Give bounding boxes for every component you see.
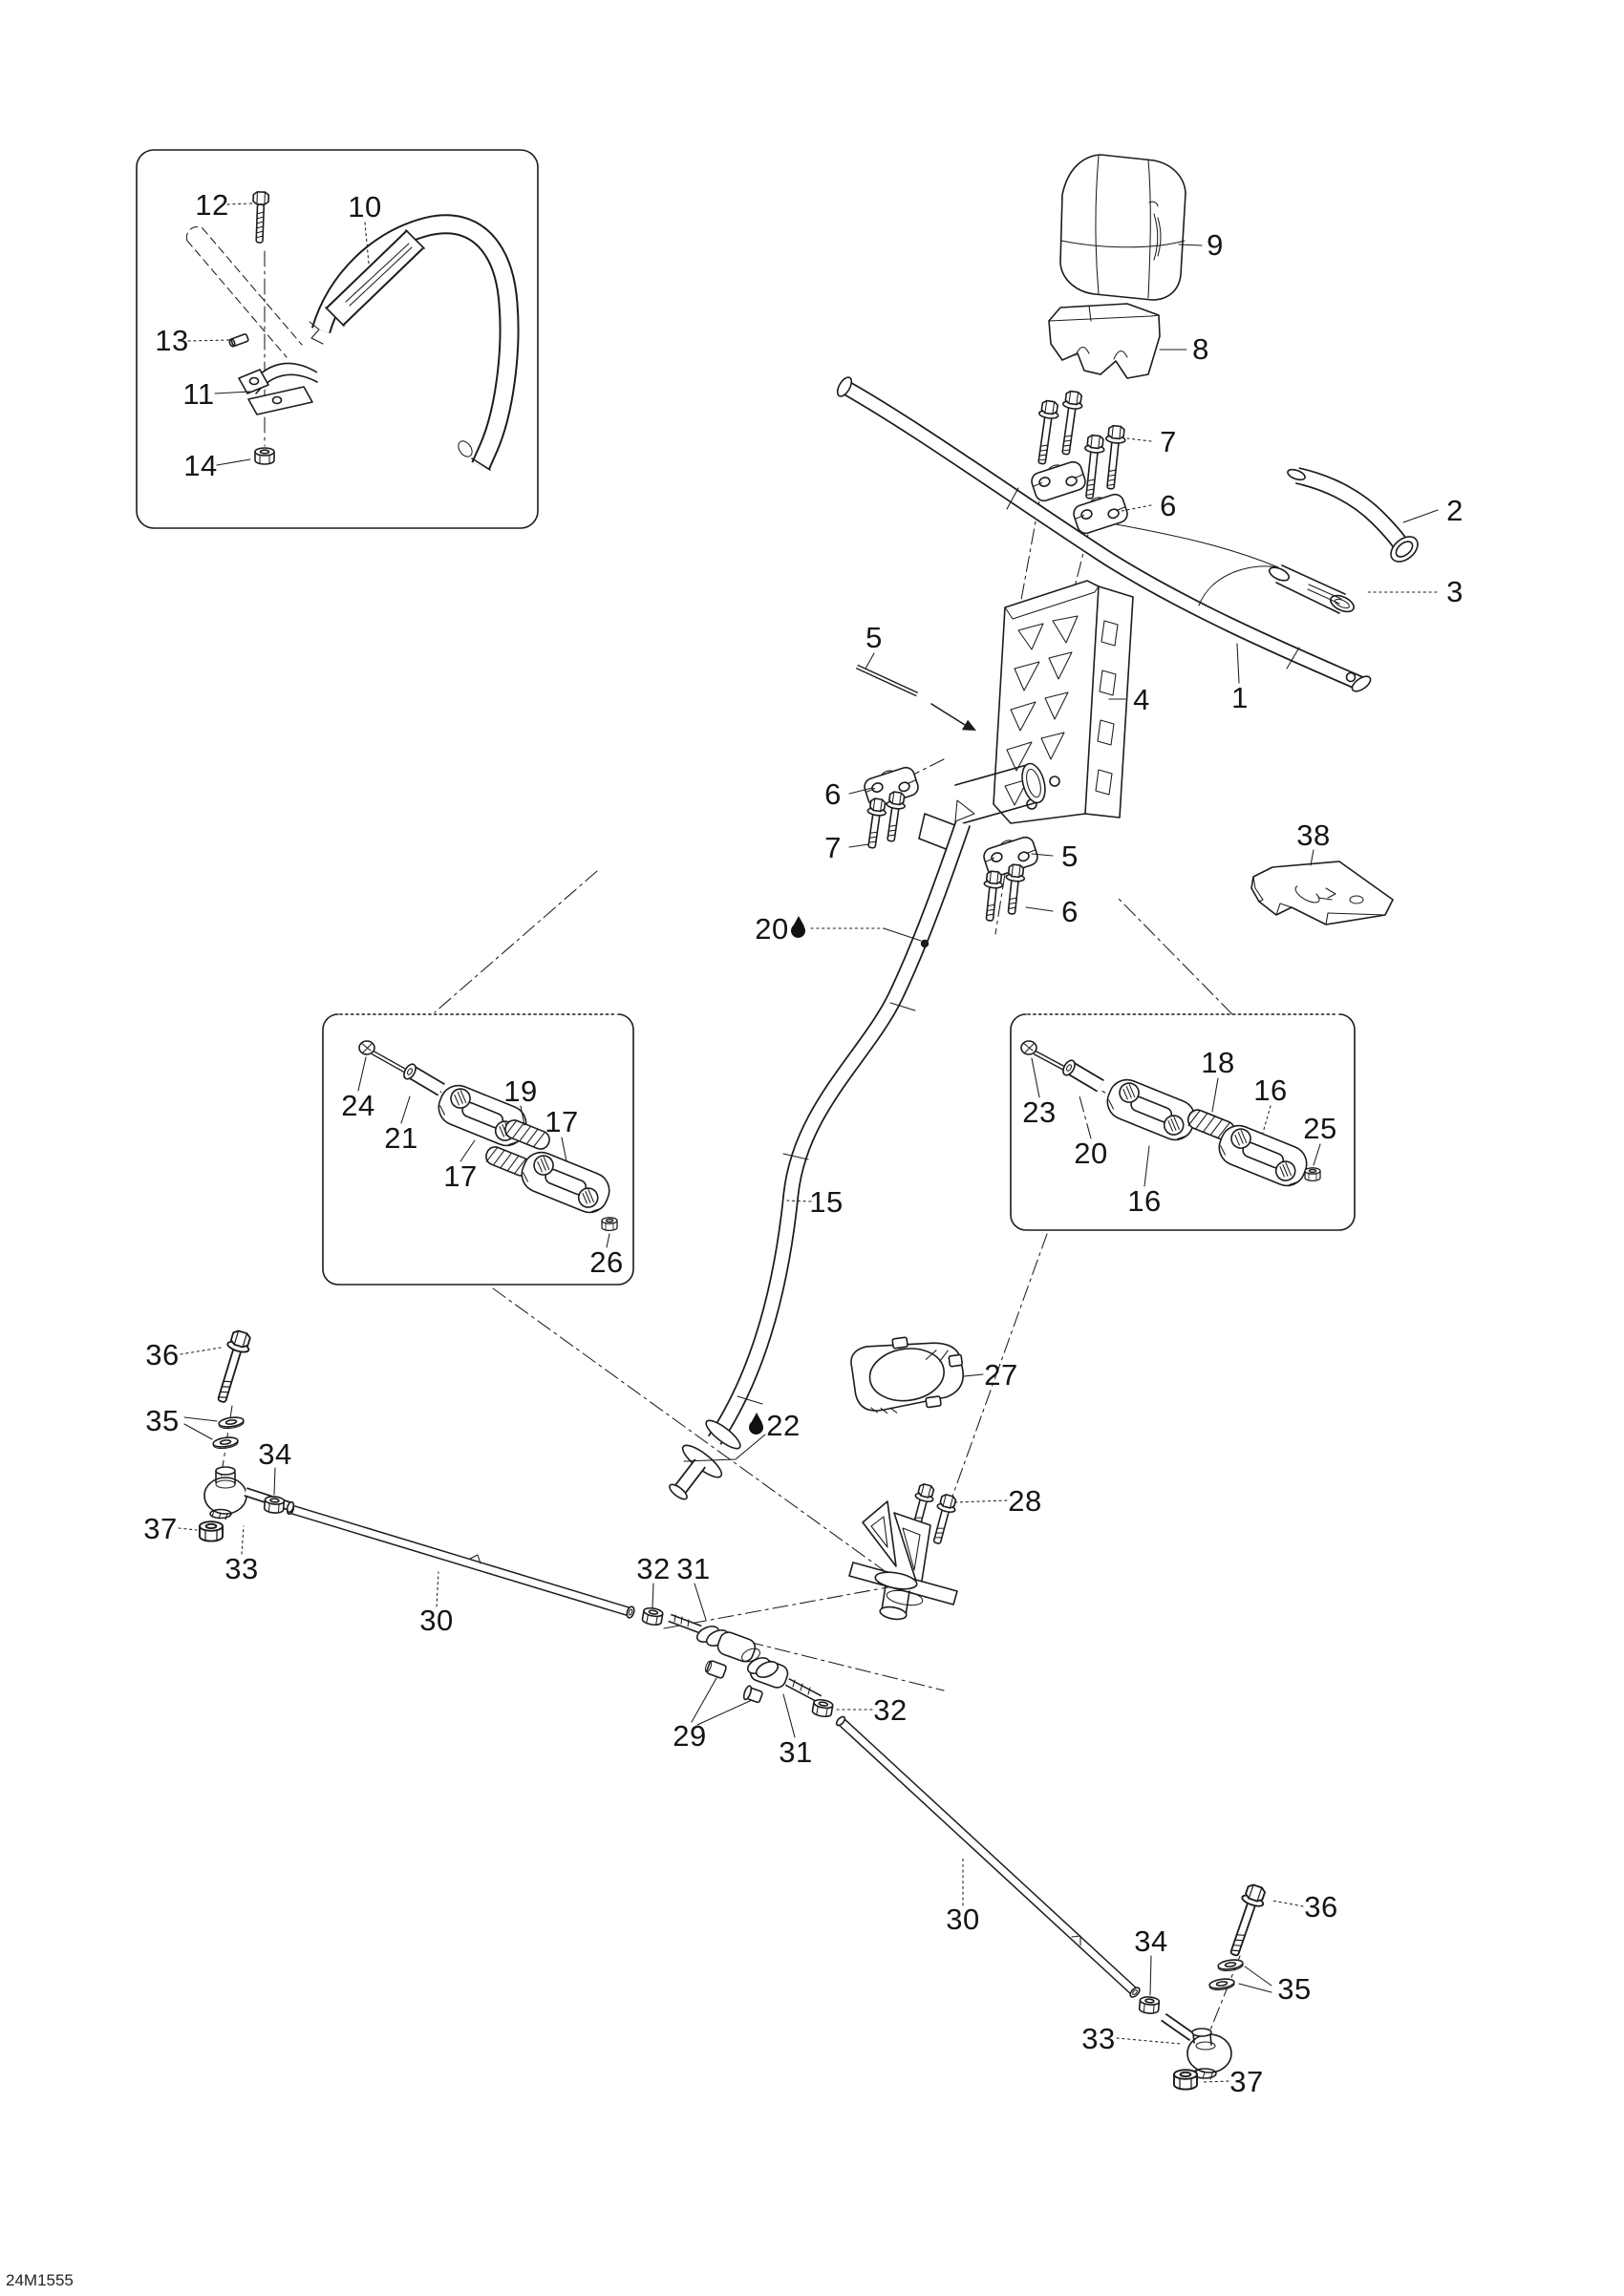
part-washers-35-right <box>1208 1959 1243 1991</box>
callout-34-right: 34 <box>1134 1924 1168 1958</box>
callout-37-right: 37 <box>1229 2065 1264 2098</box>
callout-31-upper: 31 <box>676 1552 711 1585</box>
part-grab-handle-10 <box>310 224 509 470</box>
callout-4: 4 <box>1133 683 1150 716</box>
callout-13: 13 <box>155 324 189 357</box>
part-tie-rod-30-left <box>287 1503 636 1619</box>
callout-14: 14 <box>183 449 218 482</box>
part-bracket-plate-38 <box>1251 861 1393 925</box>
callout-30-left: 30 <box>419 1604 454 1637</box>
part-bolt-36-left <box>211 1329 253 1404</box>
callout-28: 28 <box>1008 1484 1042 1518</box>
callout-36-left: 36 <box>145 1338 180 1371</box>
part-nut-37-left <box>200 1521 223 1541</box>
lubricant-drop-icon <box>749 1420 763 1435</box>
callout-26: 26 <box>589 1245 624 1279</box>
part-clamp-16-right <box>1214 1120 1313 1191</box>
callout-16-right: 16 <box>1253 1074 1288 1107</box>
part-clamp-16-left <box>1102 1074 1201 1145</box>
callout-23: 23 <box>1022 1095 1057 1129</box>
callout-9: 9 <box>1207 228 1224 262</box>
callout-30-right: 30 <box>946 1903 980 1936</box>
callout-7-upper: 7 <box>1160 425 1177 458</box>
callout-2: 2 <box>1446 494 1464 527</box>
callout-8: 8 <box>1192 332 1209 366</box>
callout-33-right: 33 <box>1081 2022 1116 2055</box>
part-tie-rod-end-33-right <box>1164 2017 1231 2079</box>
inset-box-bearing-left <box>323 1014 633 1285</box>
callout-16-bottom: 16 <box>1127 1184 1162 1218</box>
part-nut-34-left <box>264 1496 284 1514</box>
callout-21: 21 <box>384 1121 418 1155</box>
part-nut-32-lower <box>812 1698 834 1717</box>
grease-point-20 <box>921 940 929 947</box>
callout-11: 11 <box>182 377 215 411</box>
part-bolt-12 <box>252 192 269 244</box>
part-nut-34-right <box>1139 1996 1159 2014</box>
part-tie-rod-end-31-upper <box>670 1615 762 1665</box>
callout-31-lower: 31 <box>779 1735 813 1769</box>
part-bolt-36-right <box>1224 1882 1268 1958</box>
callout-27: 27 <box>984 1358 1018 1392</box>
callout-1: 1 <box>1231 681 1249 714</box>
callout-20-lube: 20 <box>755 912 789 946</box>
part-handlebar-pad-9 <box>1060 155 1186 300</box>
part-pin-13 <box>228 333 248 347</box>
callout-6-right: 6 <box>1061 895 1079 928</box>
part-nut-26 <box>602 1218 617 1231</box>
callout-18: 18 <box>1201 1046 1235 1079</box>
callout-17-left: 17 <box>443 1159 478 1193</box>
callout-32-upper: 32 <box>636 1552 671 1585</box>
lubricant-drop-icon <box>791 924 805 938</box>
part-clamp-11 <box>239 363 317 415</box>
drawing-code: 24M1555 <box>6 2271 74 2289</box>
callout-32-lower: 32 <box>873 1693 908 1727</box>
callout-6-left: 6 <box>824 777 842 811</box>
callout-17-right: 17 <box>545 1105 579 1138</box>
part-riser-block-8 <box>1049 304 1160 378</box>
callout-35-left: 35 <box>145 1404 180 1437</box>
callout-7-left: 7 <box>824 831 842 864</box>
part-grip-sleeve-3 <box>1268 564 1357 614</box>
callout-34-left: 34 <box>258 1437 292 1471</box>
part-nut-14 <box>255 448 274 464</box>
callout-20-spacer: 20 <box>1074 1137 1108 1170</box>
callout-35-right: 35 <box>1277 1972 1312 2006</box>
callout-36-right: 36 <box>1304 1890 1338 1924</box>
callout-29: 29 <box>673 1719 707 1753</box>
callout-10: 10 <box>348 190 382 223</box>
callout-5-pin: 5 <box>865 621 883 654</box>
callout-24: 24 <box>341 1089 375 1122</box>
callout-12: 12 <box>195 188 229 222</box>
part-pin-5 <box>857 667 976 731</box>
callout-19: 19 <box>503 1074 538 1108</box>
part-cover-27 <box>848 1329 968 1417</box>
callout-37-left: 37 <box>143 1512 178 1545</box>
callout-6-upper: 6 <box>1160 489 1177 522</box>
part-nut-25 <box>1305 1168 1320 1181</box>
part-nut-37-right <box>1174 2070 1197 2089</box>
callout-33-left: 33 <box>224 1552 259 1585</box>
callout-25: 25 <box>1303 1112 1337 1145</box>
part-spacer-20 <box>1060 1058 1100 1086</box>
part-grip-2 <box>1287 468 1422 567</box>
callout-38: 38 <box>1296 818 1331 852</box>
callout-5-clamp: 5 <box>1061 840 1079 873</box>
callout-15: 15 <box>809 1185 844 1219</box>
callout-22-lube: 22 <box>766 1409 801 1442</box>
part-nut-32-upper <box>642 1606 664 1626</box>
part-tie-rod-30-right <box>835 1715 1142 1999</box>
callout-3: 3 <box>1446 575 1464 608</box>
part-riser-4 <box>994 581 1133 823</box>
part-spacer-21 <box>401 1062 441 1090</box>
